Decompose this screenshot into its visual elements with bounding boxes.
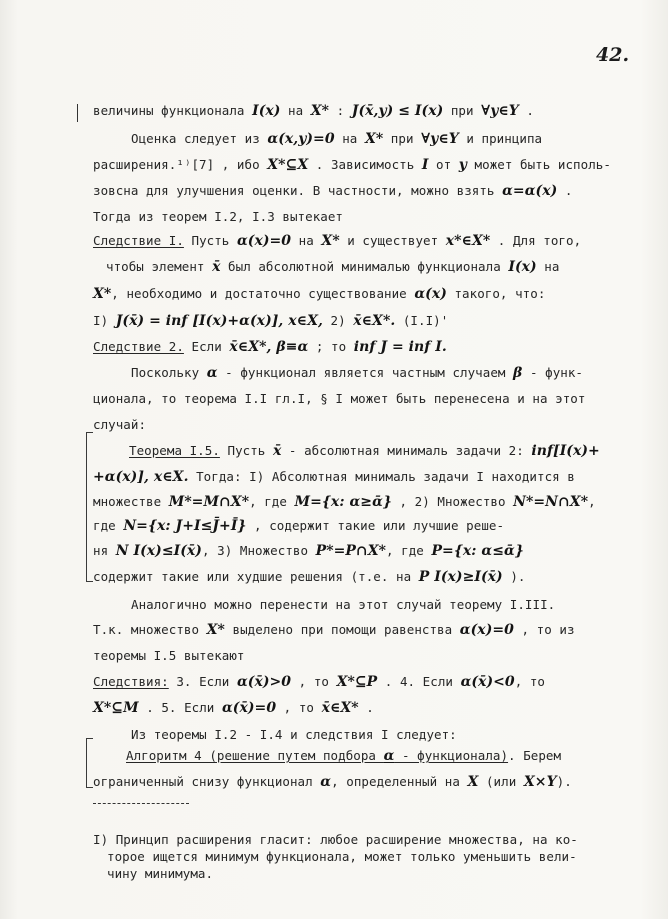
text-line [93,339,447,355]
text-span: ня [93,543,116,558]
text-span: Оценка следует из [131,131,268,146]
theorem-bracket [86,432,93,582]
math-expression: ∀y∈Y [421,131,459,147]
footnote-separator [93,803,189,804]
text-span: . [557,183,573,198]
text-span: Следствие 2. [93,339,184,354]
text-line [93,700,374,716]
page-number: 42. [596,44,630,66]
math-expression: P={x: α≤ᾱ} [431,543,524,559]
text-span: . Берем [508,748,562,763]
math-expression: α [383,748,395,764]
text-span: ограниченный снизу функционал [93,774,321,789]
math-expression: I [421,157,429,173]
text-line [93,518,504,534]
math-expression: inf[I(x)+ [531,443,600,459]
math-expression: x̄ [272,443,282,459]
text-line [93,674,545,690]
text-span: зовсна для улучшения оценки. В частности, можно взять [93,183,503,198]
text-span: такого, что: [446,286,546,301]
math-expression: X* [206,622,225,638]
math-expression: β [513,365,523,381]
math-expression: X×Y [523,774,557,790]
text-span: Следствие I. [93,233,184,248]
text-span: , содержит такие или лучшие реше- [246,518,505,533]
math-expression: P*=P∩X* [315,543,386,559]
text-line [93,469,575,485]
math-expression: X* [321,233,340,249]
math-expression: I(x) [252,103,281,119]
math-expression: N I(x)≤I(x̄) [115,543,202,559]
text-span: (или [478,774,524,789]
text-span: . [518,103,534,118]
math-expression: X* [93,286,112,302]
math-expression: x̄∈X* [321,700,359,716]
text-span: теоремы I.5 вытекают [93,648,245,663]
text-span: чтобы элемент [106,259,213,274]
text-span: на [536,259,560,274]
text-span: : [329,103,352,118]
math-expression: ∀y∈Y [481,103,519,119]
text-span: 3. Если [168,674,237,689]
text-span: Теорема I.5. [129,443,220,458]
math-expression: N*=N∩X* [513,494,589,510]
text-span: на [334,131,365,146]
text-span: , где [249,494,295,509]
text-line [93,313,448,329]
text-line [93,157,611,173]
text-span: Поскольку [131,365,207,380]
text-span: случай: [93,417,147,432]
text-span: - абсолютная минималь задачи 2: [281,443,532,458]
text-line [131,365,583,381]
math-expression: α(x)=0 [236,233,292,249]
math-expression: +α(x)], x∈X. [93,469,189,485]
math-expression: J(x̄,y) ≤ I(x) [351,103,444,119]
math-expression: x̄∈X*, β≡α [229,339,309,355]
text-span: . 4. Если [377,674,461,689]
text-span: 2) [322,313,354,328]
math-expression: X* [364,131,384,147]
text-span: торое ищется минимум функционала, может только уменьшить вели- [107,849,577,864]
text-span: , определенный на [331,774,468,789]
text-line [131,727,457,743]
text-span: , то [276,700,322,715]
text-span: I) [93,313,116,328]
math-expression: α=α(x) [502,183,558,199]
text-span: ). [502,569,526,584]
text-line [93,286,545,302]
text-line [107,849,577,865]
text-line [93,569,525,585]
math-expression: x*∈X* [445,233,491,249]
math-expression: α(x,y)=0 [267,131,335,147]
text-span: , [588,494,596,509]
text-span: величины функционала [93,103,253,118]
text-line [126,748,561,764]
text-span: Следствия: [93,674,169,689]
text-line [93,103,534,119]
text-span: и принципа [458,131,543,146]
math-expression: X*⊆P [336,674,378,690]
text-span: где [93,518,124,533]
text-span: Аналогично можно перенести на этот случай теорему I.III. [131,597,556,612]
text-span: , где [386,543,432,558]
algorithm-bracket [86,738,93,788]
text-span: при [443,103,482,118]
text-span: . 5. Если [138,700,222,715]
text-span: может быть исполь- [466,157,611,172]
text-span: Пусть [219,443,273,458]
text-line [93,622,575,638]
text-line [93,774,572,790]
text-line [93,209,343,225]
text-span: , то [514,674,546,689]
text-span: на [280,103,311,118]
text-line [131,131,542,147]
text-line [93,543,524,559]
math-expression: α(x)=0 [459,622,514,638]
text-span: . [358,700,374,715]
text-span: ционала, то теорема I.I гл.I, § I может быть перенесена и на этот [93,391,586,406]
text-span: Тогда: I) Абсолютная минималь задачи I находится в [188,469,575,484]
text-line [93,391,585,407]
text-span: ; то [308,339,354,354]
math-expression: X* [310,103,330,119]
text-span: I) Принцип расширения гласит: любое расширение множества, на ко- [93,832,578,847]
text-span: и существует [339,233,446,248]
text-span: Тогда из теорем I.2, I.3 вытекает [93,209,343,224]
text-span: , то из [513,622,575,637]
text-line [93,183,572,199]
text-span: - функ- [522,365,584,380]
margin-mark [77,104,78,122]
math-expression: M={x: α≥ᾱ} [294,494,392,510]
text-span: расширения.¹⁾[7] , ибо [93,157,268,172]
math-expression: α(x̄)=0 [221,700,277,716]
text-span: . Для того, [490,233,582,248]
text-span: (I.I)' [395,313,449,328]
text-line [93,233,581,249]
math-expression: α(x̄)>0 [236,674,292,690]
text-span: . Зависимость [308,157,422,172]
text-line [93,832,578,848]
text-line [107,866,213,882]
text-line [106,259,559,275]
text-span: на [291,233,322,248]
text-span: Из теоремы I.2 - I.4 и следствия I следует: [131,727,457,742]
text-line [131,597,555,613]
math-expression: α(x̄)<0 [460,674,515,690]
math-expression: N={x: J+I≤J̄+Ī} [123,518,247,534]
text-line [93,494,596,510]
math-expression: X*⊆M [93,700,139,716]
text-span: Если [183,339,230,354]
text-span: множестве [93,494,169,509]
text-line [129,443,600,459]
text-span: чину минимума. [107,866,214,881]
text-line [93,417,146,433]
math-expression: x̄ [212,259,221,275]
text-span: - функционал является частным случаем [217,365,514,380]
text-span: , 3) Множество [201,543,316,558]
text-span: , 2) Множество [391,494,514,509]
math-expression: inf J = inf I. [353,339,447,355]
text-span: был абсолютной минималью функционала [220,259,509,274]
text-span: содержит такие или худшие решения (т.е. на [93,569,419,584]
text-span: ). [556,774,572,789]
math-expression: J(x̄) = inf [I(x)+α(x)], x∈X, [115,313,323,329]
math-expression: y [458,157,467,173]
math-expression: α [206,365,218,381]
math-expression: I(x) [508,259,537,275]
text-span: Алгоритм 4 (решение путем подбора [126,748,384,763]
text-span: выделено при помощи равенства [224,622,460,637]
math-expression: P I(x)≥I(x̄) [418,569,503,585]
text-span: - функционала) [394,748,509,763]
text-span: Пусть [183,233,237,248]
math-expression: X*⊆X [267,157,309,173]
math-expression: x̄∈X*. [353,313,396,329]
math-expression: M*=M∩X* [168,494,250,510]
math-expression: α(x) [414,286,447,302]
text-line [93,648,245,664]
text-span: от [428,157,459,172]
text-span: , то [291,674,337,689]
math-expression: α [320,774,332,790]
math-expression: X [467,774,479,790]
text-span: , необходимо и достаточно существование [111,286,415,301]
text-span: при [383,131,422,146]
text-span: Т.к. множество [93,622,207,637]
